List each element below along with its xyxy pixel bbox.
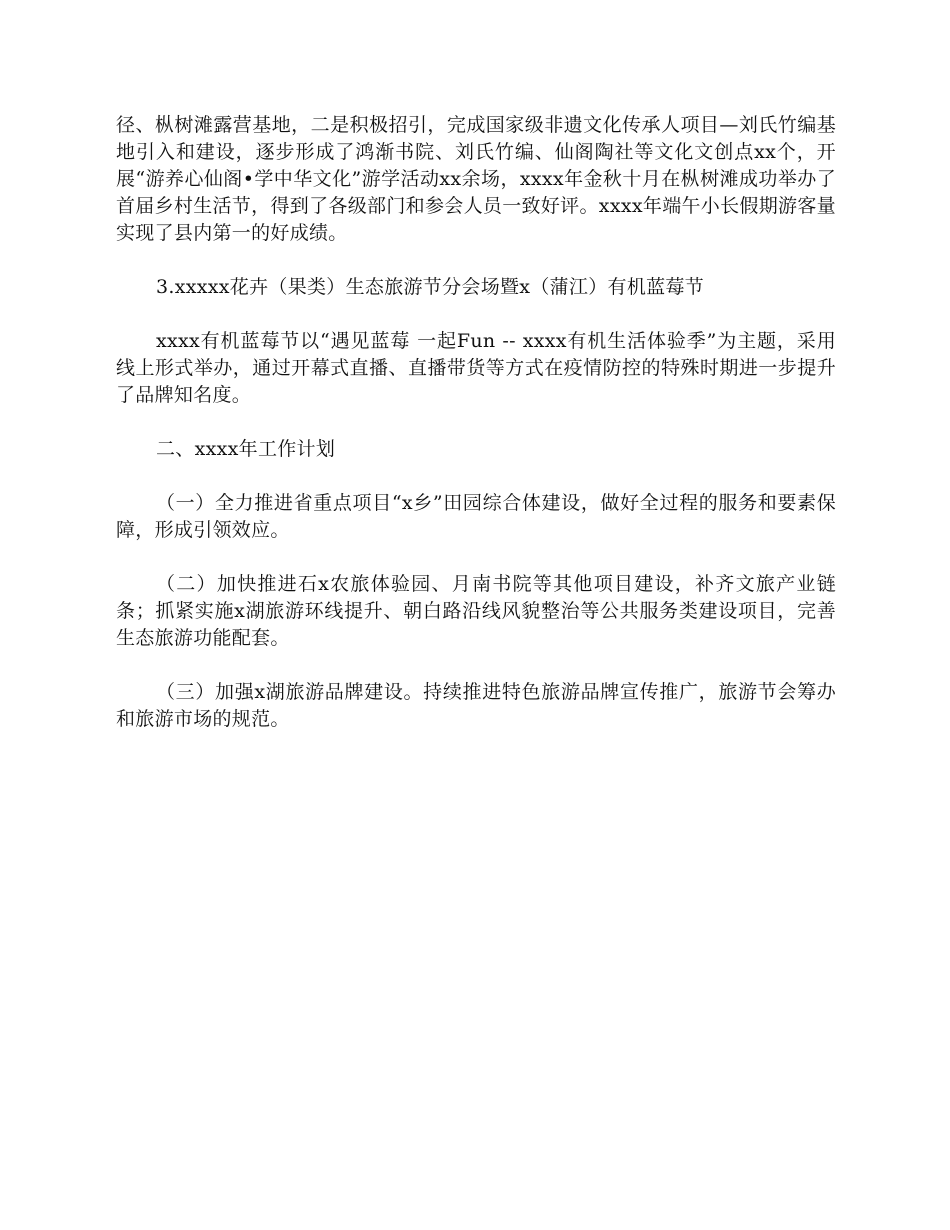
section-heading-work-plan: 二、xxxx年工作计划 — [156, 438, 336, 460]
plan-item-3: （三）加强x湖旅游品牌建设。持续推进特色旅游品牌宣传推广，旅游节会筹办和旅游市场的规范。 — [116, 681, 836, 730]
paragraph-continuation: 径、枞树滩露营基地，二是积极招引，完成国家级非遗文化传承人项目—刘氏竹编基地引入和建设，逐步形成了鸿渐书院、刘氏竹编、仙阁陶社等文化文创点xx个，开展“游养心仙阁•学中华文化”游学活动xx余场，xxxx年金秋十月在枞树滩成功举办了首届乡村生活节，得到了各级部门和参会人员一致好评。xxxx年端午小长假期游客量实现了县内第一的好成绩。 — [116, 114, 836, 244]
plan-item-2: （二）加快推进石x农旅体验园、月南书院等其他项目建设，补齐文旅产业链条；抓紧实施x湖旅游环线提升、朝白路沿线风貌整治等公共服务类建设项目，完善生态旅游功能配套。 — [116, 573, 836, 649]
paragraph-blueberry-festival: xxxx有机蓝莓节以“遇见蓝莓 一起Fun -- xxxx有机生活体验季”为主题，采用线上形式举办，通过开幕式直播、直播带货等方式在疫情防控的特殊时期进一步提升了品牌知名度。 — [116, 330, 836, 406]
plan-item-1: （一）全力推进省重点项目“x乡”田园综合体建设，做好全过程的服务和要素保障，形成引领效应。 — [116, 492, 836, 541]
document-body — [116, 112, 836, 733]
paragraph-section-heading-3: 3.xxxxx花卉（果类）生态旅游节分会场暨x（蒲江）有机蓝莓节 — [156, 276, 705, 298]
